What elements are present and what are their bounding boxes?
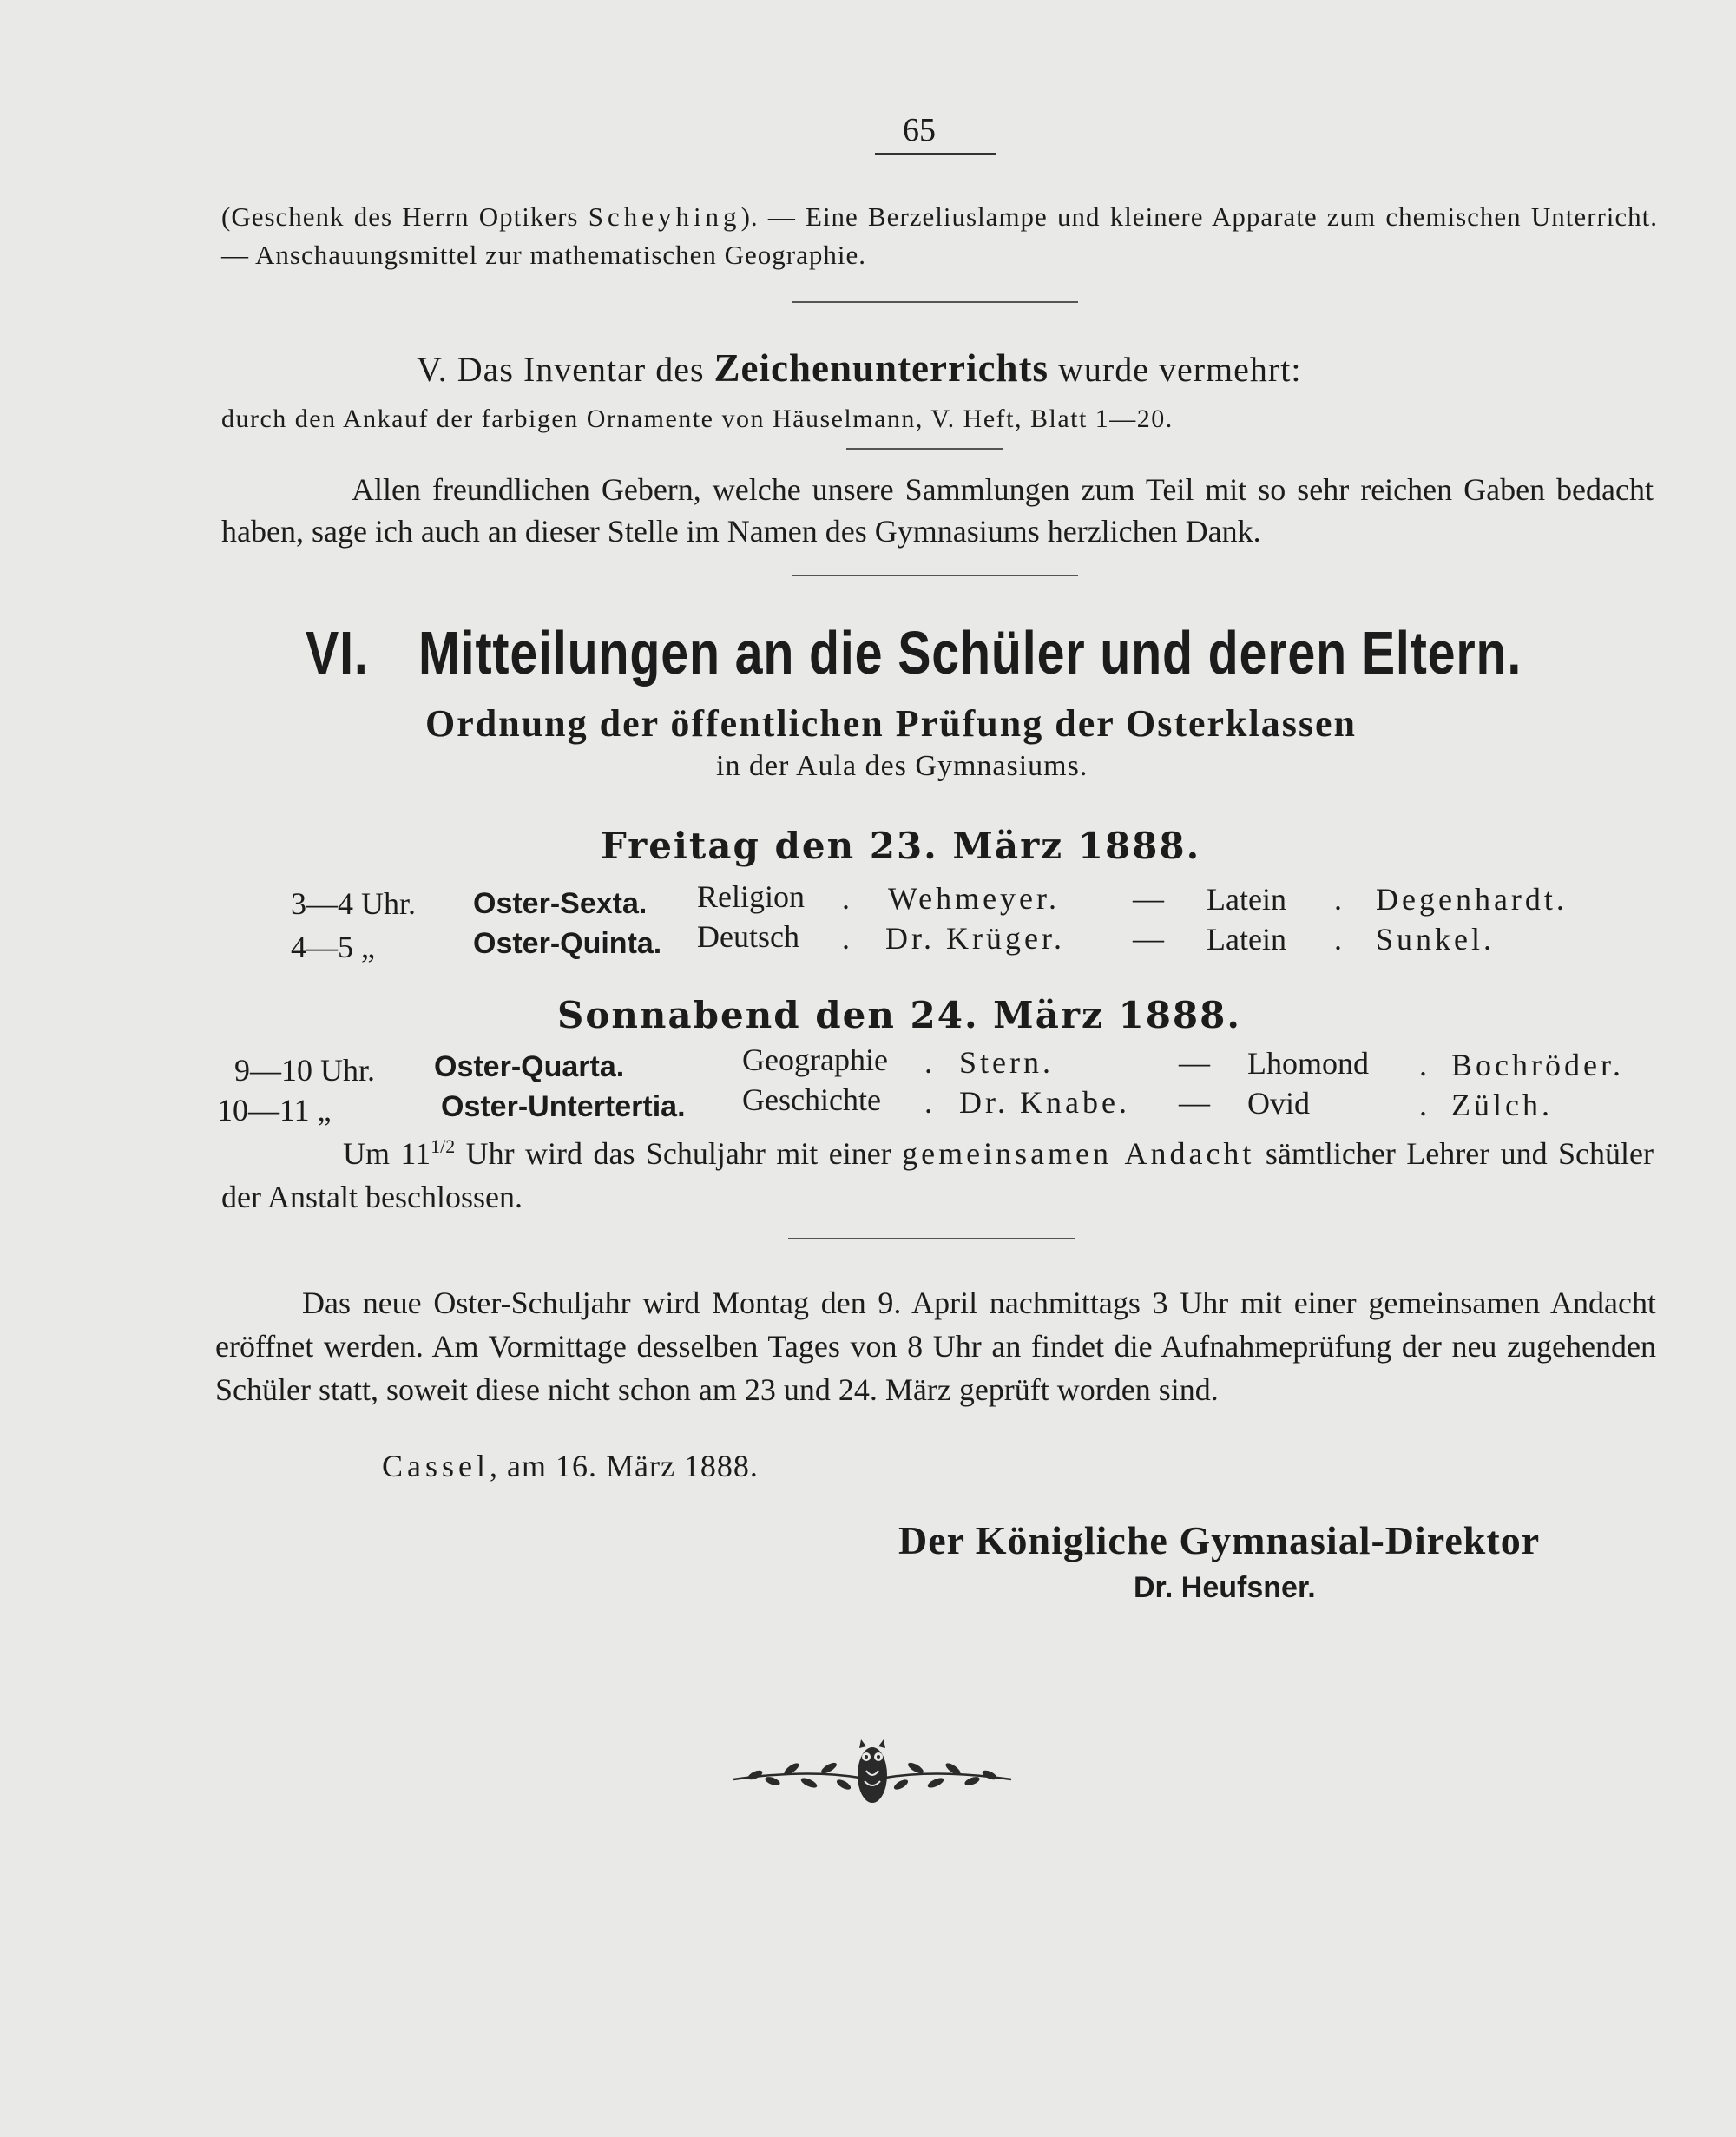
page-number: 65 bbox=[903, 112, 936, 148]
divider bbox=[792, 301, 1078, 303]
section-v-heading: V. Das Inventar des Zeichenunterrichts wurde vermehrt: bbox=[417, 346, 1302, 390]
signature-name: Dr. Heufsner. bbox=[1134, 1571, 1316, 1604]
owl-ornament bbox=[729, 1727, 1016, 1823]
section-vi-heading: VI. Mitteilungen an die Schüler und deren Eltern. bbox=[306, 619, 1522, 687]
donor-name: Scheyhing bbox=[588, 201, 741, 232]
place-date: Cassel, am 16. März 1888. bbox=[382, 1449, 759, 1483]
section-vi-subtitle: Ordnung der öffentlichen Prüfung der Osterklassen bbox=[425, 702, 1357, 745]
final-paragraph: Das neue Oster-Schuljahr wird Montag den 9. April nachmittags 3 Uhr mit einer gemeinsamen Andacht eröffnet werden. Am Vormittage desselben Tages von 8 Uhr an findet die Aufnahmeprüfung der neu zugehenden Schüler statt, soweit diese nicht schon am 23 und 24. März geprüft worden sind. bbox=[215, 1285, 1656, 1407]
thanks-paragraph: Allen freundlichen Gebern, welche unsere Sammlungen zum Teil mit so sehr reichen Gaben bedacht haben, sage ich auch an dieser Stelle im Namen des Gymnasiums herzlichen Dank. bbox=[221, 472, 1654, 549]
section-vi-location: in der Aula des Gymnasiums. bbox=[716, 750, 1088, 782]
director-title: Der Königliche Gymnasial-Direktor bbox=[898, 1518, 1541, 1562]
section-v-subject: Zeichenunterrichts bbox=[713, 346, 1049, 390]
closing-paragraph: Um $11^{1/2}$ Uhr wird das Schuljahr mit einer gemeinsamen Andacht sämtlicher Lehrer und Schüler der Anstalt beschlossen. bbox=[221, 1135, 1654, 1214]
page-number-rule bbox=[875, 153, 996, 155]
divider bbox=[846, 448, 1003, 450]
day2-heading: Sonnabend den 24. März 1888. bbox=[557, 994, 1242, 1036]
day1-heading: Freitag den 23. März 1888. bbox=[601, 825, 1201, 867]
intro-paragraph: (Geschenk des Herrn Optikers Scheyhing). — Eine Berzeliuslampe und kleinere Apparate zum chemischen Unterricht. — Anschauungsmittel zur mathematischen Geographie. bbox=[221, 201, 1658, 270]
divider bbox=[792, 575, 1078, 576]
section-v-detail: durch den Ankauf der farbigen Ornamente von Häuselmann, V. Heft, Blatt 1—20. bbox=[221, 404, 1174, 433]
divider bbox=[788, 1238, 1075, 1239]
document-page: 65 (Geschenk des Herrn Optikers Scheyhing). — Eine Berzeliuslampe und kleinere Apparate zum chemischen Unterricht. — Anschauungsmittel zur mathematischen Geographie. V. Das Inventar des Zeichenunterrichts wurde vermehrt: durch den Ankauf der farbigen Ornamente von Häuselmann, V. Heft, Blatt 1—20. Allen freundlichen Gebern, welche unsere Sammlungen zum Teil mit so sehr reichen Gaben bedacht haben, sage ich auch an dieser Stelle im Namen des Gymnasiums herzlichen Dank. VI. Mitteilungen an die Schüler und deren Eltern. Ordnung der öffentlichen Prüfung der Osterklassen in der Aula des Gymnasiums. Freitag den 23. März 1888. 3—4 Uhr. Oster-Sexta. Religion . Wehmeyer. — Latein . Degenhardt. 4—5 „ Oster-Quinta. Deutsch . Dr. Krüger. — Latein . Sunkel. Sonnabend den 24. März 1888. 9—10 Uhr. Oster-Quarta. Geographie . Stern. — Lhomond . Bochröder. 10—11 „ Oster-Untertertia. Geschichte . Dr. Knabe. — Ovid . Zülch. Um $11^{1/2}$ Uhr wird das Schuljahr mit einer gemeinsamen Andacht sämtlicher Lehrer und Schüler der Anstalt beschlossen. Das neue Oster-Schuljahr wird Montag den 9. April nachmittags 3 Uhr mit einer gemeinsamen Andacht eröffnet werden. Am Vormittage desselben Tages von 8 Uhr an findet die Aufnahmeprüfung der neu zugehenden Schüler statt, soweit diese nicht schon am 23 und 24. März geprüft worden sind. Cassel, am 16. März 1888. Der Königliche Gymnasial-Direktor Dr. Heufsner. bbox=[0, 0, 1736, 2137]
